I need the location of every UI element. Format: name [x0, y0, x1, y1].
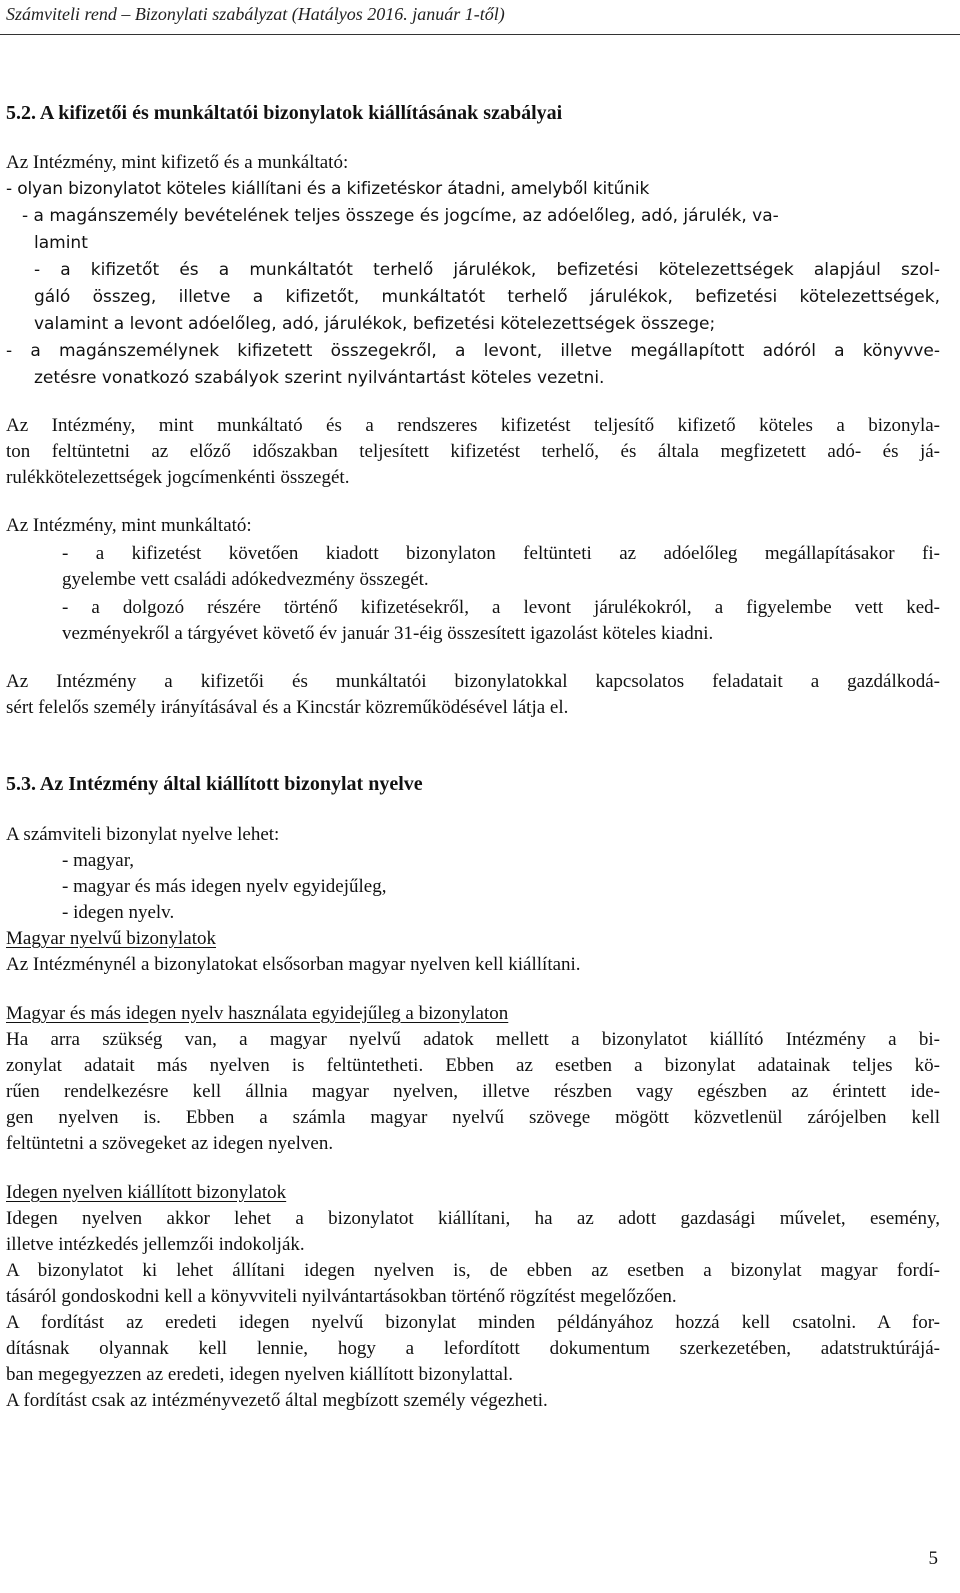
section-heading-5-2: 5.2. A kifizetői és munkáltatói bizonylatok kiállításának szabályai — [6, 102, 563, 124]
list-item-line: - idegen nyelv. — [62, 902, 175, 923]
paragraph-line: A bizonylatot ki lehet állítani idegen nyelven is, de ebben az esetben a bizonylat magyar fordí- — [6, 1260, 940, 1281]
list-item-line: zetésre vonatkozó szabályok szerint nyilvántartást köteles vezetni. — [34, 368, 605, 388]
list-item-line: gyelembe vett családi adókedvezmény összegét. — [62, 569, 429, 590]
paragraph-line: Idegen nyelven akkor lehet a bizonylatot kiállítani, ha az adott gazdasági művelet, esemény, — [6, 1208, 940, 1229]
header-divider — [0, 34, 960, 35]
paragraph-line: Az Intézmény, mint kifizető és a munkáltató: — [6, 152, 349, 173]
list-item-line: - a kifizetőt és a munkáltatót terhelő járulékok, befizetési kötelezettségek alapjául szol- — [34, 260, 940, 280]
section-heading-5-3: 5.3. Az Intézmény által kiállított bizonylat nyelve — [6, 773, 423, 795]
list-item-line: gáló összeg, illetve a kifizetőt, munkáltatót terhelő járulékok, befizetési kötelezettségek, — [34, 287, 940, 307]
paragraph-line: A számviteli bizonylat nyelve lehet: — [6, 824, 280, 845]
paragraph-line: sért felelős személy irányításával és a Kincstár közreműködésével látja el. — [6, 697, 569, 718]
paragraph-line: A fordítást az eredeti idegen nyelvű bizonylat minden példányához hozzá kell csatolni. A for- — [6, 1312, 940, 1333]
paragraph-line: Az Intézménynél a bizonylatokat elsősorban magyar nyelven kell kiállítani. — [6, 954, 581, 975]
subsection-title: Magyar nyelvű bizonylatok — [6, 928, 217, 949]
paragraph-line: dításnak olyannak kell lennie, hogy a lefordított dokumentum szerkezetében, adatstruktúrájá- — [6, 1338, 940, 1359]
list-item-line: - a magánszemély bevételének teljes összege és jogcíme, az adóelőleg, adó, járulék, va- — [22, 206, 779, 226]
paragraph-line: - olyan bizonylatot köteles kiállítani és a kifizetéskor átadni, amelyből kitűnik — [6, 179, 650, 199]
paragraph-line: feltüntetni a szövegeket az idegen nyelven. — [6, 1133, 334, 1154]
list-item-line: - magyar és más idegen nyelv egyidejűleg, — [62, 876, 387, 897]
running-header: Számviteli rend – Bizonylati szabályzat (Hatályos 2016. január 1-től) — [6, 4, 505, 24]
paragraph-line: Az Intézmény, mint munkáltató: — [6, 515, 252, 536]
list-item-line: - a dolgozó részére történő kifizetésekről, a levont járulékokról, a figyelembe vett ked- — [62, 597, 940, 618]
paragraph-line: rűen rendelkezésre kell állnia magyar nyelven, illetve részben vagy egészben az érintett ide- — [6, 1081, 940, 1102]
paragraph-line: A fordítást csak az intézményvezető által megbízott személy végezheti. — [6, 1390, 548, 1411]
list-item-line: vezményekről a tárgyévet követő év január 31-éig összesített igazolást köteles kiadni. — [62, 623, 714, 644]
subsection-title: Idegen nyelven kiállított bizonylatok — [6, 1182, 287, 1203]
list-item-line: lamint — [34, 233, 88, 253]
paragraph-line: Ha arra szükség van, a magyar nyelvű adatok mellett a bizonylatot kiállító Intézmény a bi- — [6, 1029, 940, 1050]
paragraph-line: ton feltüntetni az előző időszakban teljesített kifizetést terhelő, és általa megfizetett adó- és já- — [6, 441, 940, 462]
paragraph-line: rulékkötelezettségek jogcímenkénti összegét. — [6, 467, 350, 488]
paragraph-line: gen nyelven is. Ebben a számla magyar nyelvű szövege mögött közvetlenül zárójelben kell — [6, 1107, 940, 1128]
paragraph-line: ban megegyezzen az eredeti, idegen nyelven kiállított bizonylattal. — [6, 1364, 513, 1385]
paragraph-line: Az Intézmény a kifizetői és munkáltatói bizonylatokkal kapcsolatos feladatait a gazdálkodá- — [6, 671, 940, 692]
paragraph-line: illetve intézkedés jellemzői indokolják. — [6, 1234, 305, 1255]
page-number: 5 — [928, 1548, 938, 1569]
subsection-title: Magyar és más idegen nyelv használata egyidejűleg a bizonylaton — [6, 1003, 509, 1024]
list-item-line: - a magánszemélynek kifizetett összegekről, a levont, illetve megállapított adóról a könyvve- — [6, 341, 940, 361]
list-item-line: - a kifizetést követően kiadott bizonylaton feltünteti az adóelőleg megállapításakor fi- — [62, 543, 940, 564]
paragraph-line: tásáról gondoskodni kell a könyvviteli nyilvántartásokban történő rögzítést megelőzően. — [6, 1286, 677, 1307]
list-item-line: - magyar, — [62, 850, 135, 871]
paragraph-line: Az Intézmény, mint munkáltató és a rendszeres kifizetést teljesítő kifizető köteles a bizonyla- — [6, 415, 940, 436]
paragraph-line: zonylat adatait más nyelven is feltüntetheti. Ebben az esetben a bizonylat adatainak teljes kö- — [6, 1055, 940, 1076]
list-item-line: valamint a levont adóelőleg, adó, járulékok, befizetési kötelezettségek összege; — [34, 314, 716, 334]
